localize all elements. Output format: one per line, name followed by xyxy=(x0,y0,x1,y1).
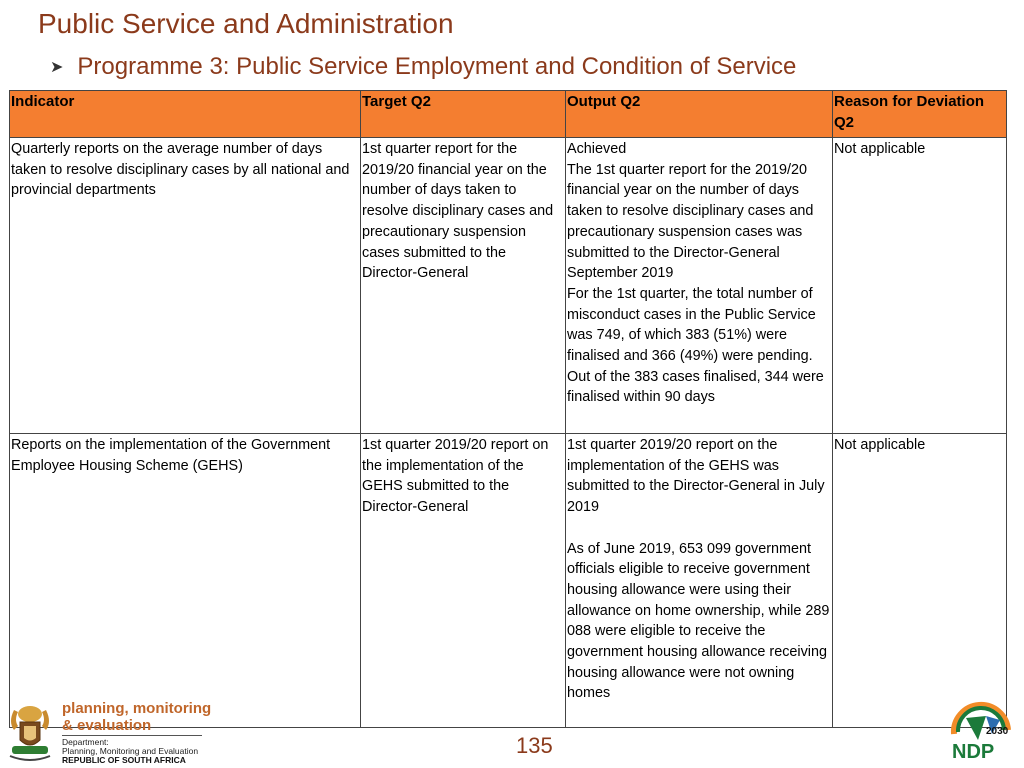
indicator-table xyxy=(9,90,1007,728)
logo-text-line2: & evaluation xyxy=(62,717,152,734)
country-name: REPUBLIC OF SOUTH AFRICA xyxy=(62,755,186,765)
column-header-indicator: Indicator xyxy=(10,91,361,138)
table-row xyxy=(10,434,1007,728)
dept-label: Department: xyxy=(62,737,109,747)
svg-text:NDP: NDP xyxy=(952,741,995,760)
dept-name: Planning, Monitoring and Evaluation xyxy=(62,746,199,756)
page-subtitle xyxy=(50,53,796,81)
logo-text-line1: planning, monitoring xyxy=(62,700,212,717)
cell-target: 1st quarter 2019/20 report on the implementation of the GEHS submitted to the Director-General xyxy=(361,434,566,728)
cell-indicator: Reports on the implementation of the Government Employee Housing Scheme (GEHS) xyxy=(10,434,361,728)
output-paragraph: 1st quarter 2019/20 report on the implementation of the GEHS was submitted to the Director-General in July 2019 xyxy=(567,437,825,516)
column-header-output: Output Q2 xyxy=(566,91,833,138)
output-paragraph: Achieved xyxy=(567,141,627,157)
output-paragraph: As of June 2019, 653 099 government officials eligible to receive government housing allowance were using their allowance on home ownership, while 289 088 were eligible to receive the government housing allowance receiving housing allowance were not owning homes xyxy=(567,540,830,702)
coat-of-arms-icon xyxy=(4,700,56,764)
output-paragraph: For the 1st quarter, the total number of misconduct cases in the Public Service was 749, of which 383 (51%) were finalised and 366 (49%) were pending. xyxy=(567,285,816,365)
cell-output xyxy=(566,138,833,434)
subtitle-text: Programme 3: Public Service Employment and Condition of Service xyxy=(77,53,797,80)
table-row xyxy=(10,138,1007,434)
page-number: 135 xyxy=(516,733,553,758)
paragraph-spacer xyxy=(567,518,832,539)
cell-output xyxy=(566,434,833,728)
dpme-logo xyxy=(4,700,212,766)
ndp-logo-icon xyxy=(948,700,1014,760)
cell-target: 1st quarter report for the 2019/20 financial year on the number of days taken to resolve disciplinary cases and precautionary suspension cases submitted to the Director-General xyxy=(361,138,566,434)
output-paragraph: Out of the 383 cases finalised, 344 were finalised within 90 days xyxy=(567,368,824,406)
cell-indicator: Quarterly reports on the average number of days taken to resolve disciplinary cases by all national and provincial departments xyxy=(10,138,361,434)
svg-text:2030: 2030 xyxy=(986,726,1009,737)
arrow-bullet-icon: ➤ xyxy=(50,59,64,76)
output-paragraph: The 1st quarter report for the 2019/20 financial year on the number of days taken to resolve disciplinary cases and precautionary suspension cases was submitted to the Director-General September 2019 xyxy=(567,161,814,282)
cell-reason: Not applicable xyxy=(833,138,1007,434)
cell-reason: Not applicable xyxy=(833,434,1007,728)
logo-divider xyxy=(62,735,202,736)
column-header-reason: Reason for Deviation Q2 xyxy=(833,91,1007,138)
column-header-target: Target Q2 xyxy=(361,91,566,138)
table-header-row xyxy=(10,91,1007,138)
page-title: Public Service and Administration xyxy=(38,8,454,39)
